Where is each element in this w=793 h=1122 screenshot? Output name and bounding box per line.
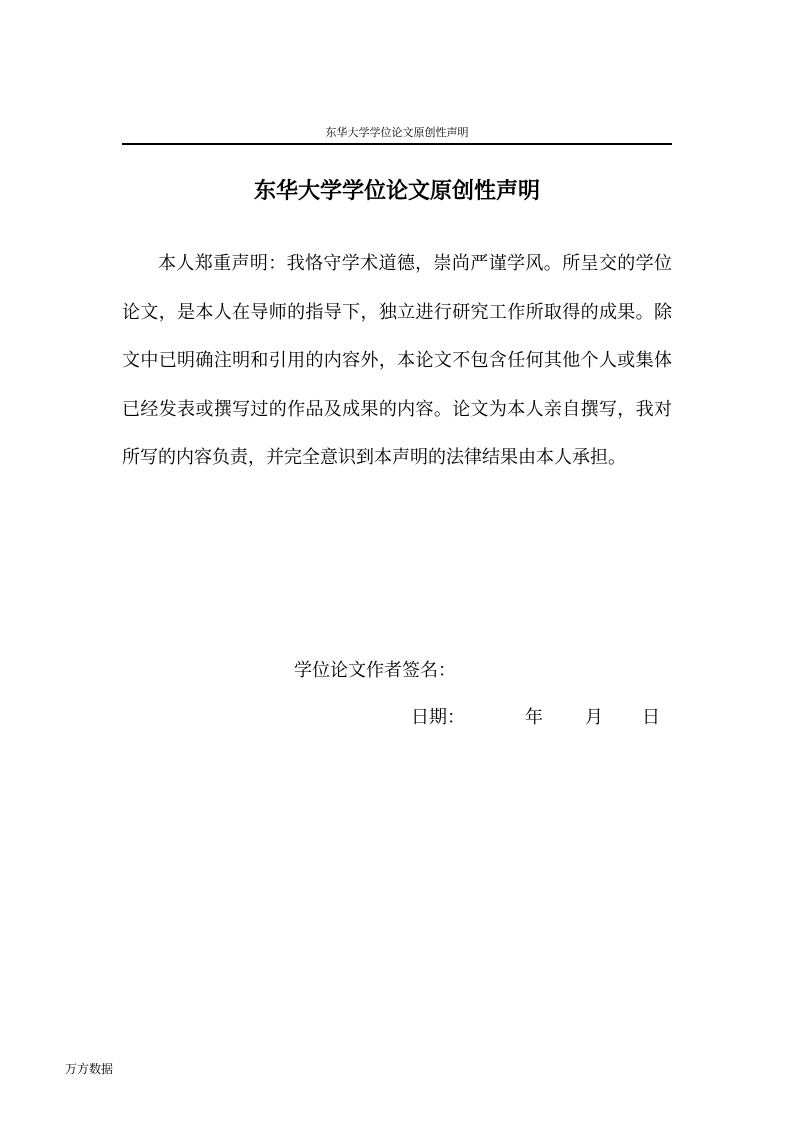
declaration-paragraph: 本人郑重声明：我恪守学术道德，崇尚严谨学风。所呈交的学位论文，是本人在导师的指导下，独立进行研究工作所取得的成果。除文中已明确注明和引用的内容外，本论文不包含任何其他个人或集体已经发表或撰写过的作品及成果的内容。论文为本人亲自撰写，我对所写的内容负责，并完全意识到本声明的法律结果由本人承担。 bbox=[122, 253, 672, 468]
date-day-label: 日 bbox=[642, 707, 660, 728]
author-signature-label: 学位论文作者签名： bbox=[294, 660, 456, 681]
footer-watermark: 万方数据 bbox=[65, 1062, 114, 1076]
header-divider bbox=[122, 143, 672, 145]
date-line bbox=[411, 703, 660, 733]
date-label: 日期： bbox=[411, 707, 465, 728]
date-month-label: 月 bbox=[585, 707, 603, 728]
running-header: 东华大学学位论文原创性声明 bbox=[325, 126, 469, 139]
document-title: 东华大学学位论文原创性声明 bbox=[253, 179, 540, 204]
date-year-label: 年 bbox=[525, 707, 543, 728]
